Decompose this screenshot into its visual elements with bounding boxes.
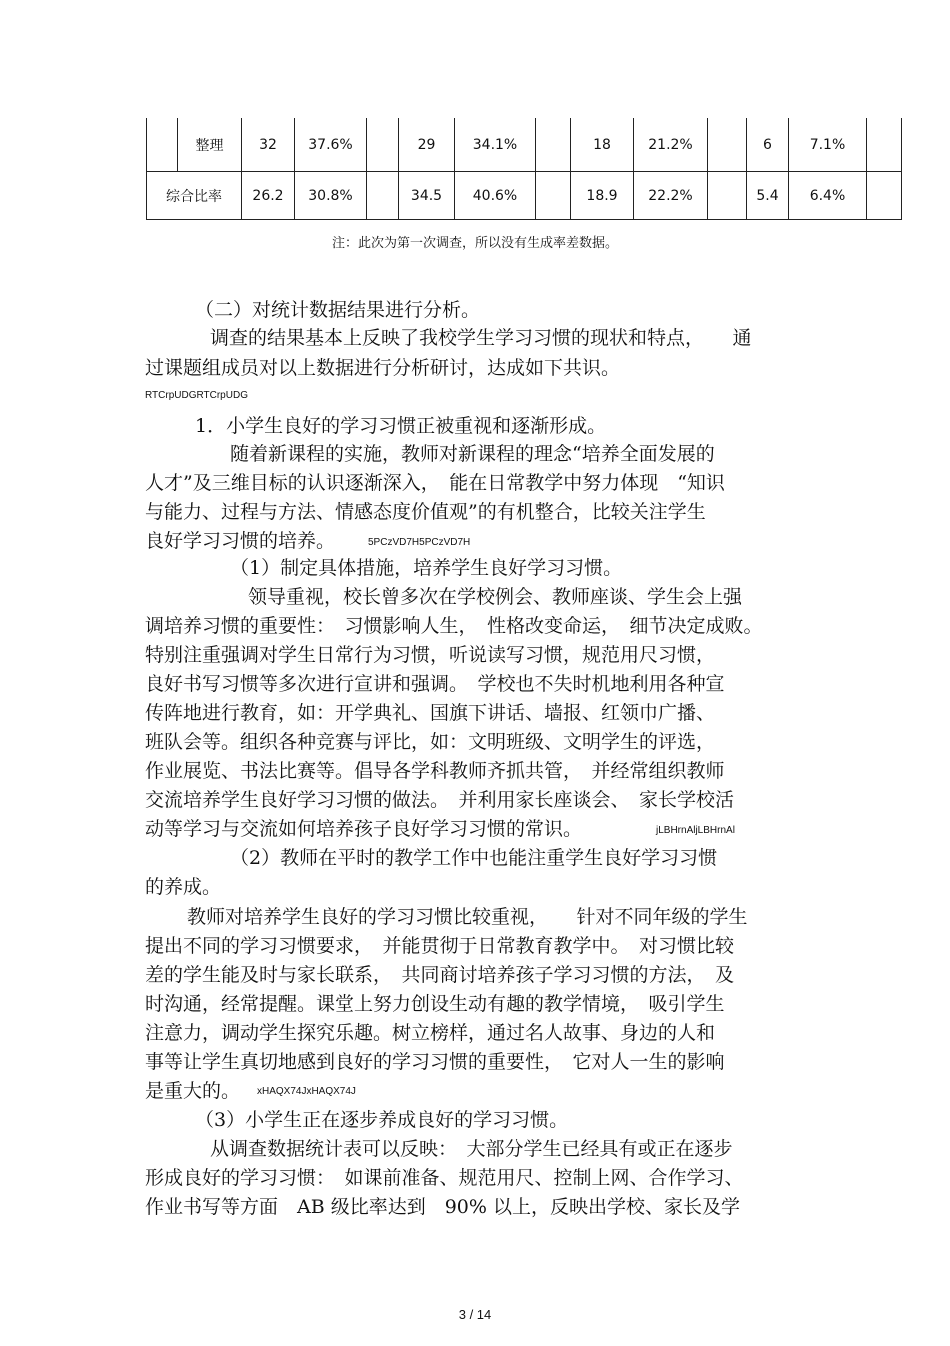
table-cell [147,118,178,172]
paragraph-line: 良好学习习惯的培养。 [145,530,336,552]
paragraph-line: 过课题组成员对以上数据进行分析研讨，达成如下共识。 [145,357,621,379]
watermark-code: 5PCzVD7H5PCzVD7H [368,537,471,548]
table-cell: 29 [399,118,455,172]
table-cell: 6 [747,118,789,172]
table-cell [367,118,399,172]
table-cell: 18 [571,118,634,172]
table-row [147,172,902,220]
table-cell [867,172,902,220]
table-cell: 18.9 [571,172,634,220]
table-cell: 7.1% [789,118,867,172]
table-cell: 22.2% [634,172,708,220]
statistics-table [146,118,902,220]
paragraph-line: 人才”及三维目标的认识逐渐深入， 能在日常教学中努力体现 “知识 [145,472,725,494]
paragraph-line: 传阵地进行教育，如：开学典礼、国旗下讲话、墙报、红领巾广播、 [145,702,716,724]
paragraph-line: 动等学习与交流如何培养孩子良好学习习惯的常识。 [145,818,583,840]
table-cell [708,118,747,172]
paragraph-line: 班队会等。组织各种竞赛与评比，如：文明班级、文明学生的评选， [145,731,716,753]
paragraph-line: 调查的结果基本上反映了我校学生学习习惯的现状和特点， 通 [210,327,752,349]
page-number: 3 / 14 [458,1307,492,1322]
table-cell [367,172,399,220]
table-cell [708,172,747,220]
paragraph-line: 的养成。 [145,876,222,898]
watermark-code: jLBHrnAljLBHrnAl [656,825,735,836]
watermark-code: RTCrpUDGRTCrpUDG [145,390,248,401]
paragraph-line: 作业展览、书法比赛等。倡导各学科教师齐抓共管， 并经常组织教师 [145,760,725,782]
table-cell: 6.4% [789,172,867,220]
table-cell: 30.8% [295,172,367,220]
paragraph-line: 差的学生能及时与家长联系， 共同商讨培养孩子学习习惯的方法， 及 [145,964,735,986]
paragraph-line: 形成良好的学习习惯： 如课前准备、规范用尺、控制上网、合作学习、 [145,1167,744,1189]
paragraph-line: 随着新课程的实施，教师对新课程的理念“培养全面发展的 [230,443,715,465]
paragraph-line: 是重大的。 [145,1080,241,1102]
paragraph-line: 从调查数据统计表可以反映： 大部分学生已经具有或正在逐步 [210,1138,733,1160]
table-cell: 26.2 [242,172,295,220]
row-label: 综合比率 [147,172,242,220]
subsection-heading: 1．小学生良好的学习习惯正被重视和逐渐形成。 [195,415,607,437]
paragraph-line: 与能力、过程与方法、情感态度价值观”的有机整合，比较关注学生 [145,501,706,523]
table-cell [536,172,571,220]
subsection-heading: （3）小学生正在逐步养成良好的学习习惯。 [195,1109,569,1131]
watermark-code: xHAQX74JxHAQX74J [257,1086,356,1097]
table-cell: 34.1% [455,118,536,172]
table-note: 注：此次为第一次调查，所以没有生成率差数据。 [331,236,618,251]
table-cell: 21.2% [634,118,708,172]
table-cell [536,118,571,172]
table-row [147,118,902,172]
subsection-heading: （2）教师在平时的教学工作中也能注重学生良好学习习惯 [230,847,718,869]
paragraph-line: 良好书写习惯等多次进行宣讲和强调。 学校也不失时机地利用各种宣 [145,673,725,695]
subsection-heading: （1）制定具体措施，培养学生良好学习习惯。 [230,557,623,579]
table-cell: 整理 [178,118,242,172]
section-heading: （二）对统计数据结果进行分析。 [195,299,481,321]
paragraph-line: 注意力，调动学生探究乐趣。树立榜样，通过名人故事、身边的人和 [145,1022,716,1044]
paragraph-line: 教师对培养学生良好的学习习惯比较重视， 针对不同年级的学生 [187,906,748,928]
paragraph-line: 时沟通，经常提醒。课堂上努力创设生动有趣的教学情境， 吸引学生 [145,993,725,1015]
table-cell [867,118,902,172]
table-cell: 5.4 [747,172,789,220]
paragraph-line: 提出不同的学习习惯要求， 并能贯彻于日常教育教学中。 对习惯比较 [145,935,735,957]
table-cell: 40.6% [455,172,536,220]
table-cell: 34.5 [399,172,455,220]
table-cell: 37.6% [295,118,367,172]
paragraph-line: 事等让学生真切地感到良好的学习习惯的重要性， 它对人一生的影响 [145,1051,725,1073]
table-cell: 32 [242,118,295,172]
paragraph-line: 特别注重强调对学生日常行为习惯，听说读写习惯，规范用尺习惯， [145,644,716,666]
paragraph-line: 调培养习惯的重要性： 习惯影响人生， 性格改变命运， 细节决定成败。 [145,615,763,637]
paragraph-line: 作业书写等方面 AB 级比率达到 90% 以上，反映出学校、家长及学 [145,1196,740,1218]
paragraph-line: 领导重视，校长曾多次在学校例会、教师座谈、学生会上强 [248,586,743,608]
paragraph-line: 交流培养学生良好学习习惯的做法。 并利用家长座谈会、 家长学校活 [145,789,735,811]
